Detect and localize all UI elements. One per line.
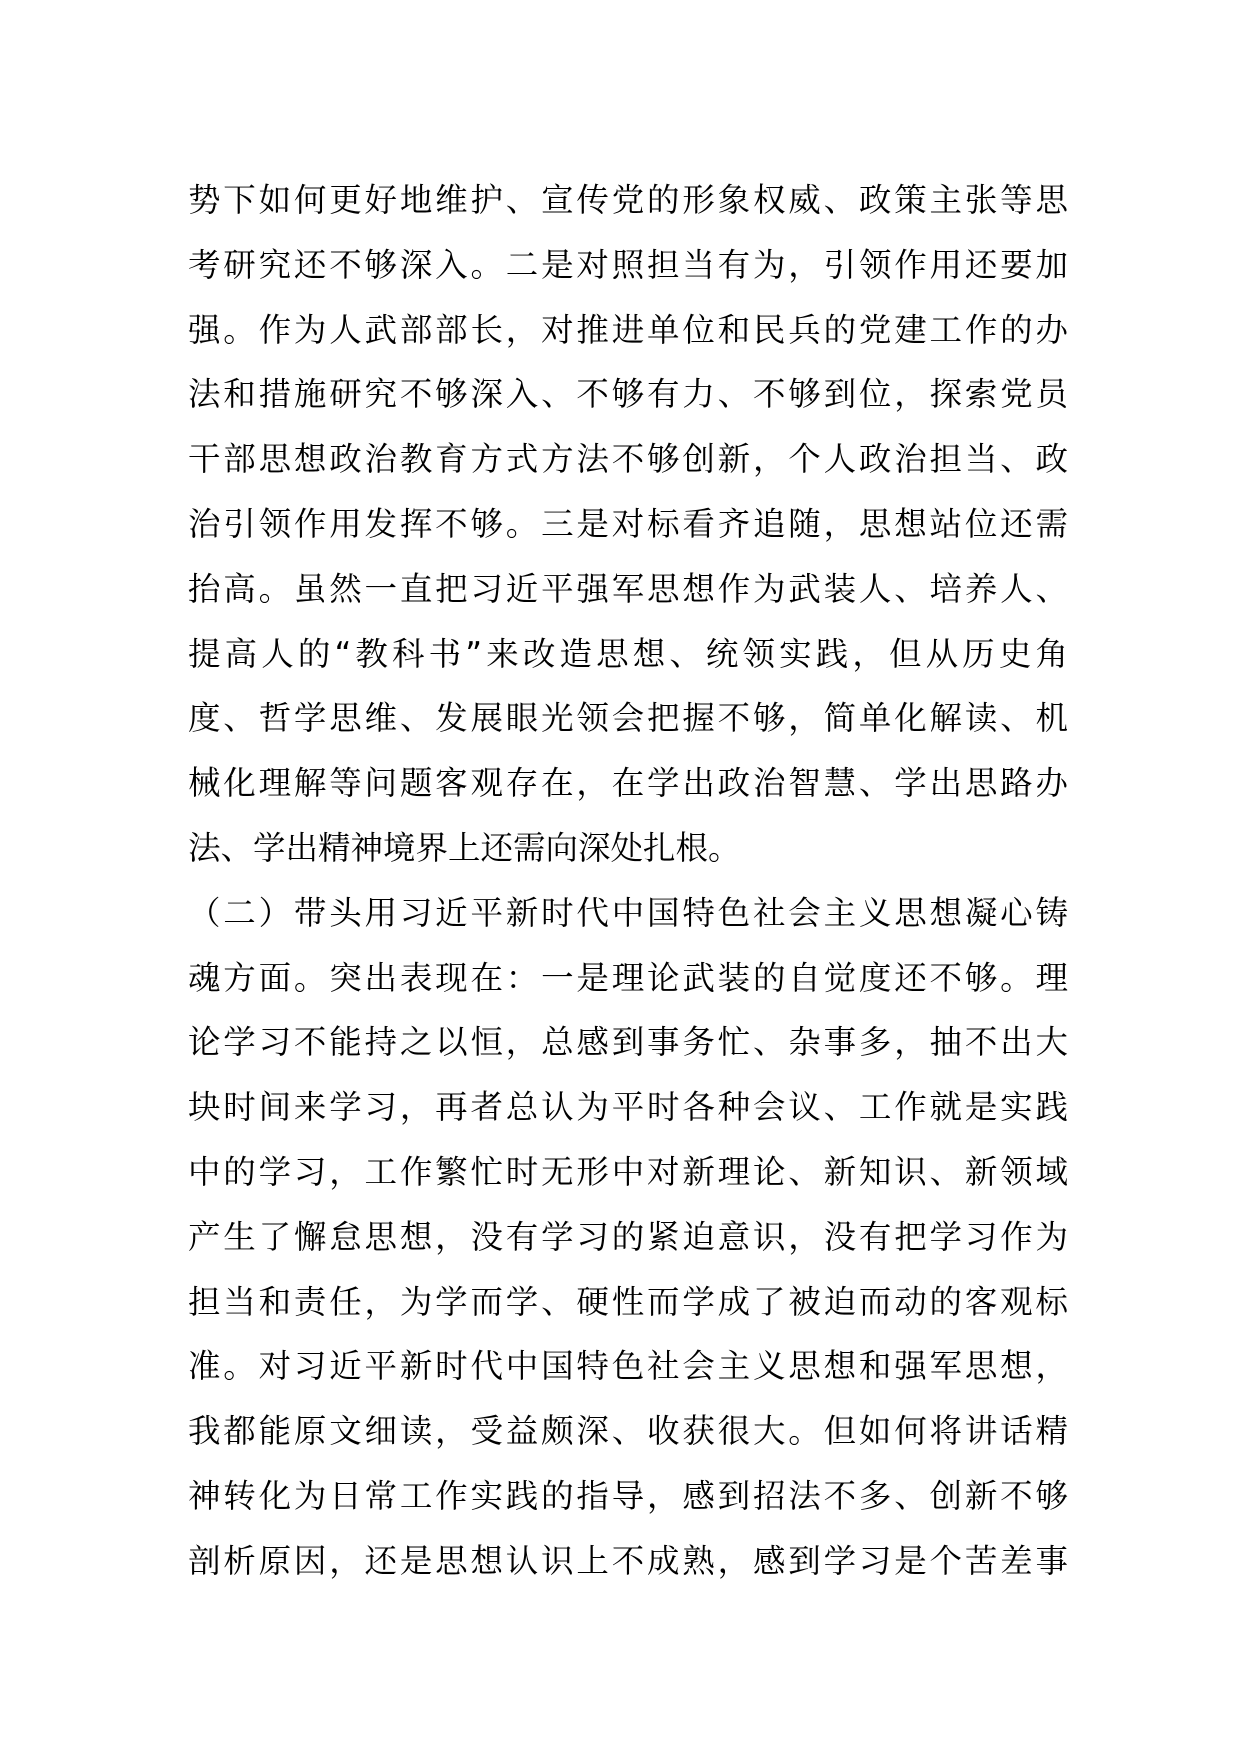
text-line: 抬高。虽然一直把习近平强军思想作为武装人、培养人、: [188, 569, 1068, 608]
text-line: 度、哲学思维、发展眼光领会把握不够，简单化解读、机: [188, 699, 1068, 738]
text-line: 法和措施研究不够深入、不够有力、不够到位，探索党员: [188, 375, 1068, 414]
text-line: 考研究还不够深入。二是对照担当有为，引领作用还要加: [188, 245, 1068, 284]
text-line: 治引领作用发挥不够。三是对标看齐追随，思想站位还需: [188, 504, 1068, 543]
text-line: 魂方面。突出表现在：一是理论武装的自觉度还不够。理: [188, 958, 1068, 997]
text-line: 准。对习近平新时代中国特色社会主义思想和强军思想，: [188, 1347, 1068, 1386]
text-line: 干部思想政治教育方式方法不够创新，个人政治担当、政: [188, 440, 1068, 479]
text-line: 论学习不能持之以恒，总感到事务忙、杂事多，抽不出大: [188, 1023, 1068, 1062]
text-line: 剖析原因，还是思想认识上不成熟，感到学习是个苦差事: [188, 1541, 1068, 1580]
text-line: 我都能原文细读，受益颇深、收获很大。但如何将讲话精: [188, 1412, 1068, 1451]
text-line: 产生了懈怠思想，没有学习的紧迫意识，没有把学习作为: [188, 1217, 1068, 1256]
text-line: 中的学习，工作繁忙时无形中对新理论、新知识、新领域: [188, 1152, 1068, 1191]
text-line: 块时间来学习，再者总认为平时各种会议、工作就是实践: [188, 1088, 1068, 1127]
text-line: 势下如何更好地维护、宣传党的形象权威、政策主张等思: [188, 181, 1068, 219]
text-line-paragraph-end: 法、学出精神境界上还需向深处扎根。: [188, 828, 741, 867]
text-line: 担当和责任，为学而学、硬性而学成了被迫而动的客观标: [188, 1282, 1068, 1321]
text-line: 强。作为人武部部长，对推进单位和民兵的党建工作的办: [188, 310, 1068, 349]
text-line: 神转化为日常工作实践的指导，感到招法不多、创新不够: [188, 1476, 1068, 1515]
text-line: 械化理解等问题客观存在，在学出政治智慧、学出思路办: [188, 764, 1068, 803]
body-text: [188, 168, 1068, 1594]
text-line: 提高人的“教科书”来改造思想、统领实践，但从历史角: [188, 634, 1068, 673]
section-heading-line: （二）带头用习近平新时代中国特色社会主义思想凝心铸: [188, 893, 1068, 932]
